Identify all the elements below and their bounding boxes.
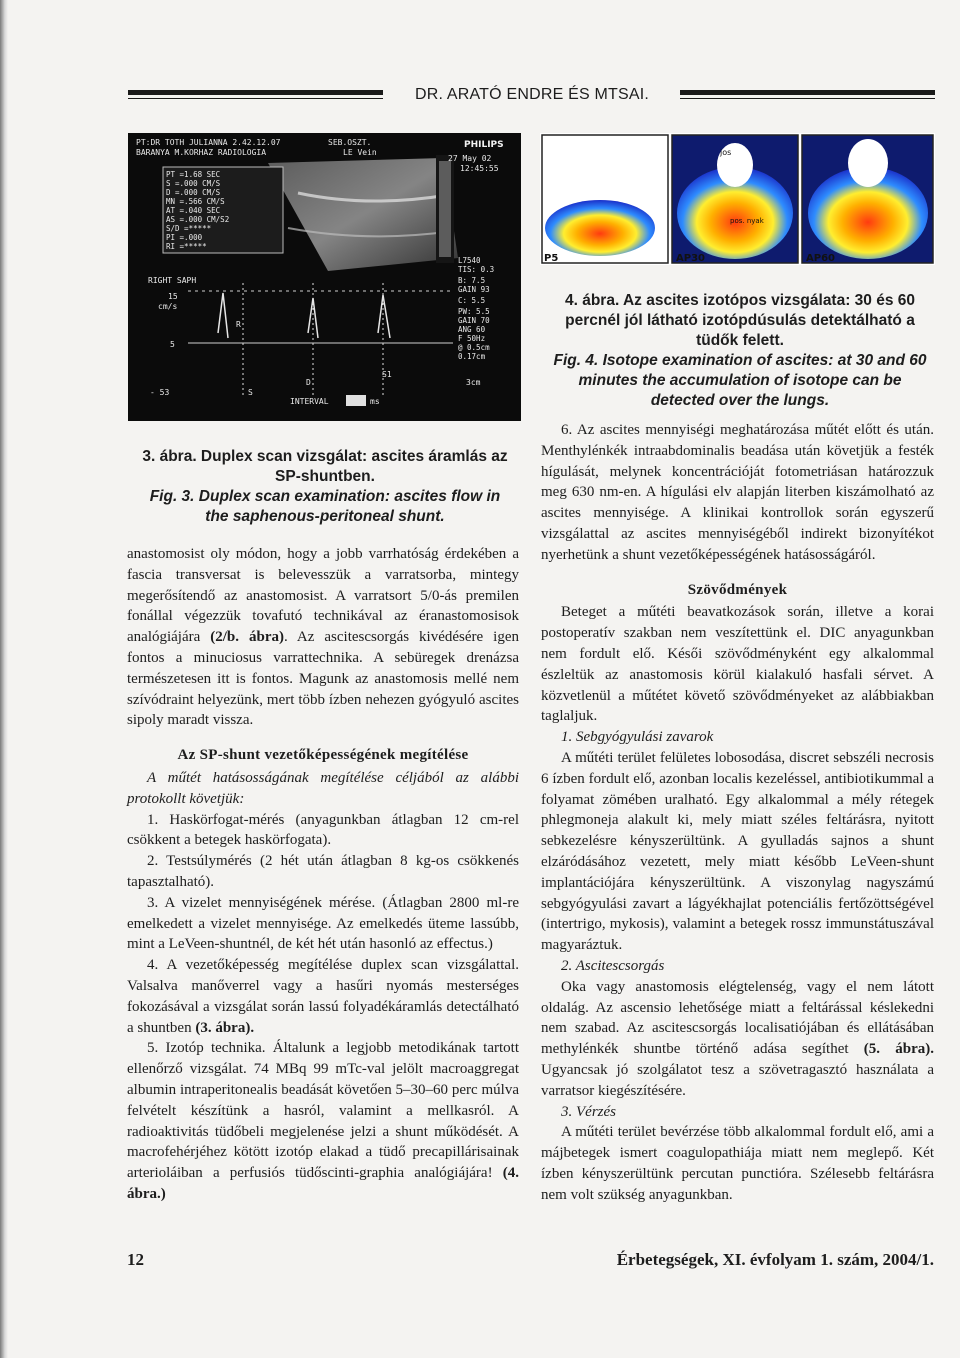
scan-annotation: jos xyxy=(720,148,732,157)
us-marker: R xyxy=(236,320,241,329)
us-dept-text: SEB.OSZT. xyxy=(328,138,372,147)
us-param: D =.000 CM/S xyxy=(166,188,221,197)
us-date-text: 27 May 02 xyxy=(448,154,492,163)
us-scale-unit: cm/s xyxy=(158,302,178,311)
us-scale-top: 15 xyxy=(168,292,178,301)
us-right-param: L7540 xyxy=(458,256,481,265)
subheading: 3. Vérzés xyxy=(561,1103,616,1120)
scan-annotation: pos. nyak xyxy=(730,217,764,225)
figure-3-caption-en: Fig. 3. Duplex scan examination: ascites flow in the saphenous-peritoneal shunt. xyxy=(149,488,501,525)
list-item: 1. Haskörfogat-mérés (anyagunkban átlagban 12 cm-rel csökkent a betegek haskörfogata). xyxy=(127,811,519,849)
us-marker: S1 xyxy=(382,370,392,379)
paragraph: anastomosist oly módon, hogy a jobb varrhatóság érdekében a fascia transversat is belevesszük a varratsorba, mintegy megerősítendő az anastomosist. A varratsort 5/0-ás premilen fonállal végezzük tovafutó technikával az éranastomosisok analógiájára (2/b. ábra). Az ascitescsorgás kivédésére igen fontos a minuciosus varrattechnika. A sebüregek drenázsa természetesen itt is fontos. Magunk az anastomosis mellé nem szívódraint helyezünk, mert több ízben nehezen gyógyuló ascites sipoly maradt vissza. xyxy=(127,546,519,729)
us-param: MN =.566 CM/S xyxy=(166,197,225,206)
us-right-param: ANG 60 xyxy=(458,325,486,334)
figure-4-caption-en: Fig. 4. Isotope examination of ascites: at 30 and 60 minutes the accumulation of isotope can be detected over the lungs. xyxy=(553,352,927,409)
us-param: S =.000 CM/S xyxy=(166,179,221,188)
figure-4-isotope-images xyxy=(540,133,935,265)
paragraph: Oka vagy anastomosis elégtelenség, vagy el nem látott oldalág. Az ascensio lehetősége miatt a feltárással késlekedni nem szabad. Az ascitescsorgás localisatiójában és ellátásában methylénkék shuntbe történő adása segíthet (5. ábra). Ugyancsak jó szolgálatot tesz a szövetragasztó használata a varratsor kiegészítésére. xyxy=(541,978,934,1099)
paragraph: A műtéti terület felületes lobosodása, discret sebszéli necrosis 6 ízben fordult elő, azonban localis kezeléssel, antibiotikummal a folyamat zömében uralható. Egy alkalommal a mély rétegek phlegmoneja alakult ki, mely miatt széles feltárásra, nyitott sebkezelésre kényszerültünk. A gyulladás sajnos a shunt elzáródásához vezetett, mely miatt később LeVeen-shunt implantációjára kényszerültünk. A viszonylag nagyszámú sebgyógyulási zavart a lágyékhajlat potenciális fertőzöttségével (intertrigo, mykosis), valamint a betegek rossz immunstátuszával magyaráztuk. xyxy=(541,749,934,954)
us-depth-text: 3cm xyxy=(466,378,481,387)
right-column xyxy=(541,420,934,1205)
us-interval-label: INTERVAL xyxy=(290,397,329,406)
list-item: 5. Izotóp technika. Általunk a legjobb metodikának tartott ellenőrző vizsgálat. 74 MBq 99 mTc-val jelölt macroaggregat albumin intraperitonealis beadását követően 5–30–60 perc múlva felvételt készítünk a hasról, valamint a mellkasról. A radioaktivitás tüdőbeli megjelenése jelzi a shunt működését. A macrofehérjéhez kötött izotóp elakad a tüdő precapillárisainak arterioláiban a perfusiós tüdőscinti-graphia analógiájára! (4. ábra.) xyxy=(127,1040,519,1202)
us-right-param: B: 7.5 xyxy=(458,276,486,285)
us-scale-low: - 53 xyxy=(150,388,170,397)
us-marker: S xyxy=(248,388,253,397)
figure-3-caption-hu: 3. ábra. Duplex scan vizsgálat: ascites áramlás az SP-shuntben. xyxy=(142,448,508,485)
paragraph: Beteget a műtéti beavatkozások során, illetve a korai postoperatív szakban nem veszítettünk el. DIC anyagunkban nem fordult elő. Késői szövődményként egy alkalommal észleltük az anastomosis körül kialakuló hasfali sérvet. A közvetlenül a műtétet követő szövődményeket az alábbiakban taglaljuk. xyxy=(541,604,934,725)
subheading: 1. Sebgyógyulási zavarok xyxy=(561,729,714,746)
us-ven-text: LE Vein xyxy=(343,148,377,157)
us-right-param: F 50Hz xyxy=(458,334,486,343)
section-heading: Az SP-shunt vezetőképességének megítélése xyxy=(177,747,469,764)
us-right-param: 0.17cm xyxy=(458,352,486,361)
left-column xyxy=(127,544,519,1205)
us-param: PT =1.68 SEC xyxy=(166,170,221,179)
journal-footer: Érbetegségek, XI. évfolyam 1. szám, 2004/1. xyxy=(616,1250,934,1269)
header-rule-right xyxy=(680,90,935,95)
figure-4-caption-hu: 4. ábra. Az ascites izotópos vizsgálata: 30 és 60 percnél jól látható izotópdúsulás detektálható a tüdők felett. xyxy=(564,292,916,349)
scan-panel-ap60 xyxy=(802,135,933,264)
running-head: DR. ARATÓ ENDRE ÉS MTSAI. xyxy=(414,86,650,103)
us-time-text: 12:45:55 xyxy=(460,164,499,173)
us-param: AS =.000 CM/S2 xyxy=(166,215,230,224)
header-rule-left xyxy=(128,90,383,95)
figure-3-caption xyxy=(140,447,510,527)
us-right-param: C: 5.5 xyxy=(458,296,486,305)
paragraph: A műtéti terület bevérzése több alkalommal fordult elő, ami a májbetegek ismert coagulopathiája miatt nem meglepő. Két ízben kényszerültünk percutan punctióra. Szélesebb feltárásra nem volt szükség anyagunkban. xyxy=(541,1124,934,1203)
us-scale-mid: 5 xyxy=(170,340,175,349)
scan-edge xyxy=(0,0,8,1358)
figure-3-ultrasound-image xyxy=(128,133,521,421)
scan-label: AP60 xyxy=(806,253,835,264)
us-right-label: RIGHT SAPH xyxy=(148,276,197,285)
list-item: 6. Az ascites mennyiségi meghatározása műtét előtt és után. Menthylénkék intraabdominalis beadása után követjük a festék hígulását, melynek koncentrációját fotometriásan határozzuk meg 630 nm-en. A hígulási elv alapján literben kiszámolható az ascites mennyisége. A klinikai kontrollok során egyszerű vizsgálattal az ascites mennyiségéből indirekt bizonyítékot nyerhetünk a shunt vezetőképességének hatásosságáról. xyxy=(541,422,934,563)
us-institution-text: BARANYA M.KORHAZ RADIOLOGIA xyxy=(136,148,267,157)
us-param: AT =.040 SEC xyxy=(166,206,221,215)
us-right-param: TIS: 0.3 xyxy=(458,265,495,274)
scan-panel-p5 xyxy=(542,135,668,264)
subheading: 2. Ascitescsorgás xyxy=(561,957,665,974)
us-param: RI =***** xyxy=(166,242,207,251)
us-right-param: GAIN 70 xyxy=(458,316,490,325)
us-right-param: GAIN 93 xyxy=(458,285,490,294)
us-right-param: @ 0.5cm xyxy=(458,343,490,352)
us-patient-text: PT:DR TOTH JULIANNA 2.42.12.07 xyxy=(136,138,281,147)
us-param: PI =.000 xyxy=(166,233,203,242)
us-param: S/D =***** xyxy=(166,224,212,233)
figure-4-caption xyxy=(545,291,935,411)
list-item: 4. A vezetőképesség megítélése duplex scan vizsgálattal. Valsalva manőverrel vagy a hasűri nyomás mesterséges fokozásával a vizsgálat során lassú folyadékáramlás detectálható a shuntben (3. ábra). xyxy=(127,957,519,1036)
us-marker: D xyxy=(306,378,311,387)
us-brand-text: PHILIPS xyxy=(464,140,504,150)
paragraph: A műtét hatásosságának megítélése céljából az alábbi protokollt követjük: xyxy=(127,769,519,807)
scan-panel-ap30 xyxy=(672,135,798,264)
us-right-param: PW: 5.5 xyxy=(458,307,490,316)
scan-label: P5 xyxy=(544,253,559,264)
section-heading: Szövődmények xyxy=(687,581,788,598)
list-item: 2. Testsúlymérés (2 hét után átlagban 8 kg-os csökkenés tapasztalható). xyxy=(127,853,519,890)
us-interval-unit: ms xyxy=(370,397,380,406)
scan-label: AP30 xyxy=(676,253,705,264)
page-number: 12 xyxy=(127,1250,144,1269)
list-item: 3. A vizelet mennyiségének mérése. (Átlagban 2800 ml-re emelkedett a vizelet mennyisége. Az emelkedés üteme lassúbb, mint a LeVeen-shuntnél, de két hét után hasonló az effectus.) xyxy=(127,894,519,953)
